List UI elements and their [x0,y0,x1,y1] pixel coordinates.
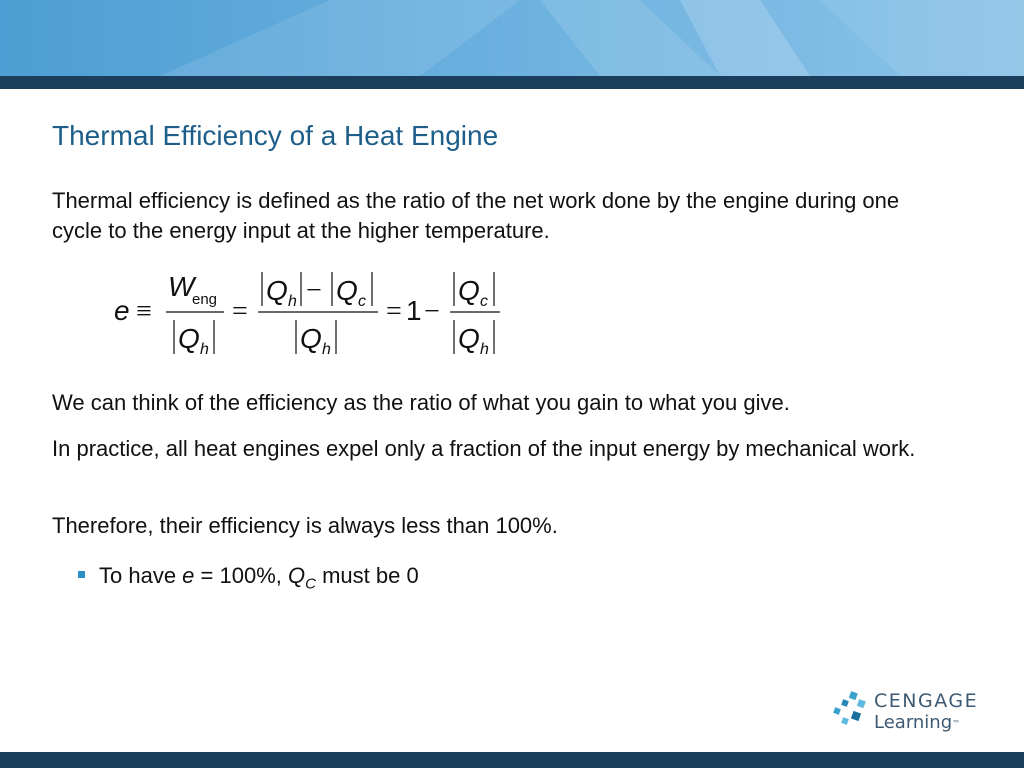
eq-q-den-1-sub: h [200,341,209,358]
logo-line-2 [874,712,960,733]
bullet-middle: = 100%, [194,563,288,588]
eq-q-den-3-sub: h [480,341,489,358]
eq-e: e [114,295,130,326]
eq-q-num-2: Q [336,275,358,306]
logo-line-1: CENGAGE [874,690,979,712]
eq-q-den-1: Q [178,323,200,354]
eq-q-num-3-sub: c [480,293,488,310]
eq-q-den-2: Q [300,323,322,354]
bullet-prefix: To have [99,563,183,588]
efficiency-equation [110,262,510,362]
eq-equiv: ≡ [136,296,152,327]
header-decoration [0,0,1024,76]
cengage-mark-icon [830,690,870,730]
bullet-e-symbol: e [182,563,195,588]
eq-q-num-1-sub: h [288,293,297,310]
bullet-q-symbol: Q [288,563,306,588]
footer-rule [0,752,1024,768]
eq-equals-2: = [386,296,402,327]
conclusion-paragraph: Therefore, their efficiency is always less than 100%. [52,513,558,538]
gain-give-paragraph: We can think of the efficiency as the ratio of what you gain to what you give. [52,390,790,415]
definition-paragraph: Thermal efficiency is defined as the ratio of the net work done by the engine during one cycle to the energy input at the higher temperature. [52,188,900,243]
bullet-suffix: must be 0 [315,563,419,588]
header-rule [0,76,1024,89]
eq-q-den-3: Q [458,323,480,354]
square-bullet-icon [78,571,85,578]
eq-minus-1: − [306,275,322,306]
page-title: Thermal Efficiency of a Heat Engine [52,120,499,151]
cengage-logo [830,688,990,742]
eq-q-den-2-sub: h [322,341,331,358]
logo-line-2-text: Learning [874,712,953,733]
practice-paragraph: In practice, all heat engines expel only a fraction of the input energy by mechanical work. [52,436,916,461]
eq-q-num-2-sub: c [358,293,366,310]
header-band [0,0,1024,76]
eq-w-sub: eng [192,291,218,308]
eq-equals-1: = [232,296,248,327]
eq-one: 1 [406,295,422,326]
eq-w: W [168,271,195,302]
eq-q-num-3: Q [458,275,480,306]
eq-q-num-1: Q [266,275,288,306]
logo-tm: ™ [952,719,961,728]
eq-minus-2: − [424,296,440,327]
bullet-q-subscript: C [305,575,316,593]
bullet-item [78,561,419,599]
